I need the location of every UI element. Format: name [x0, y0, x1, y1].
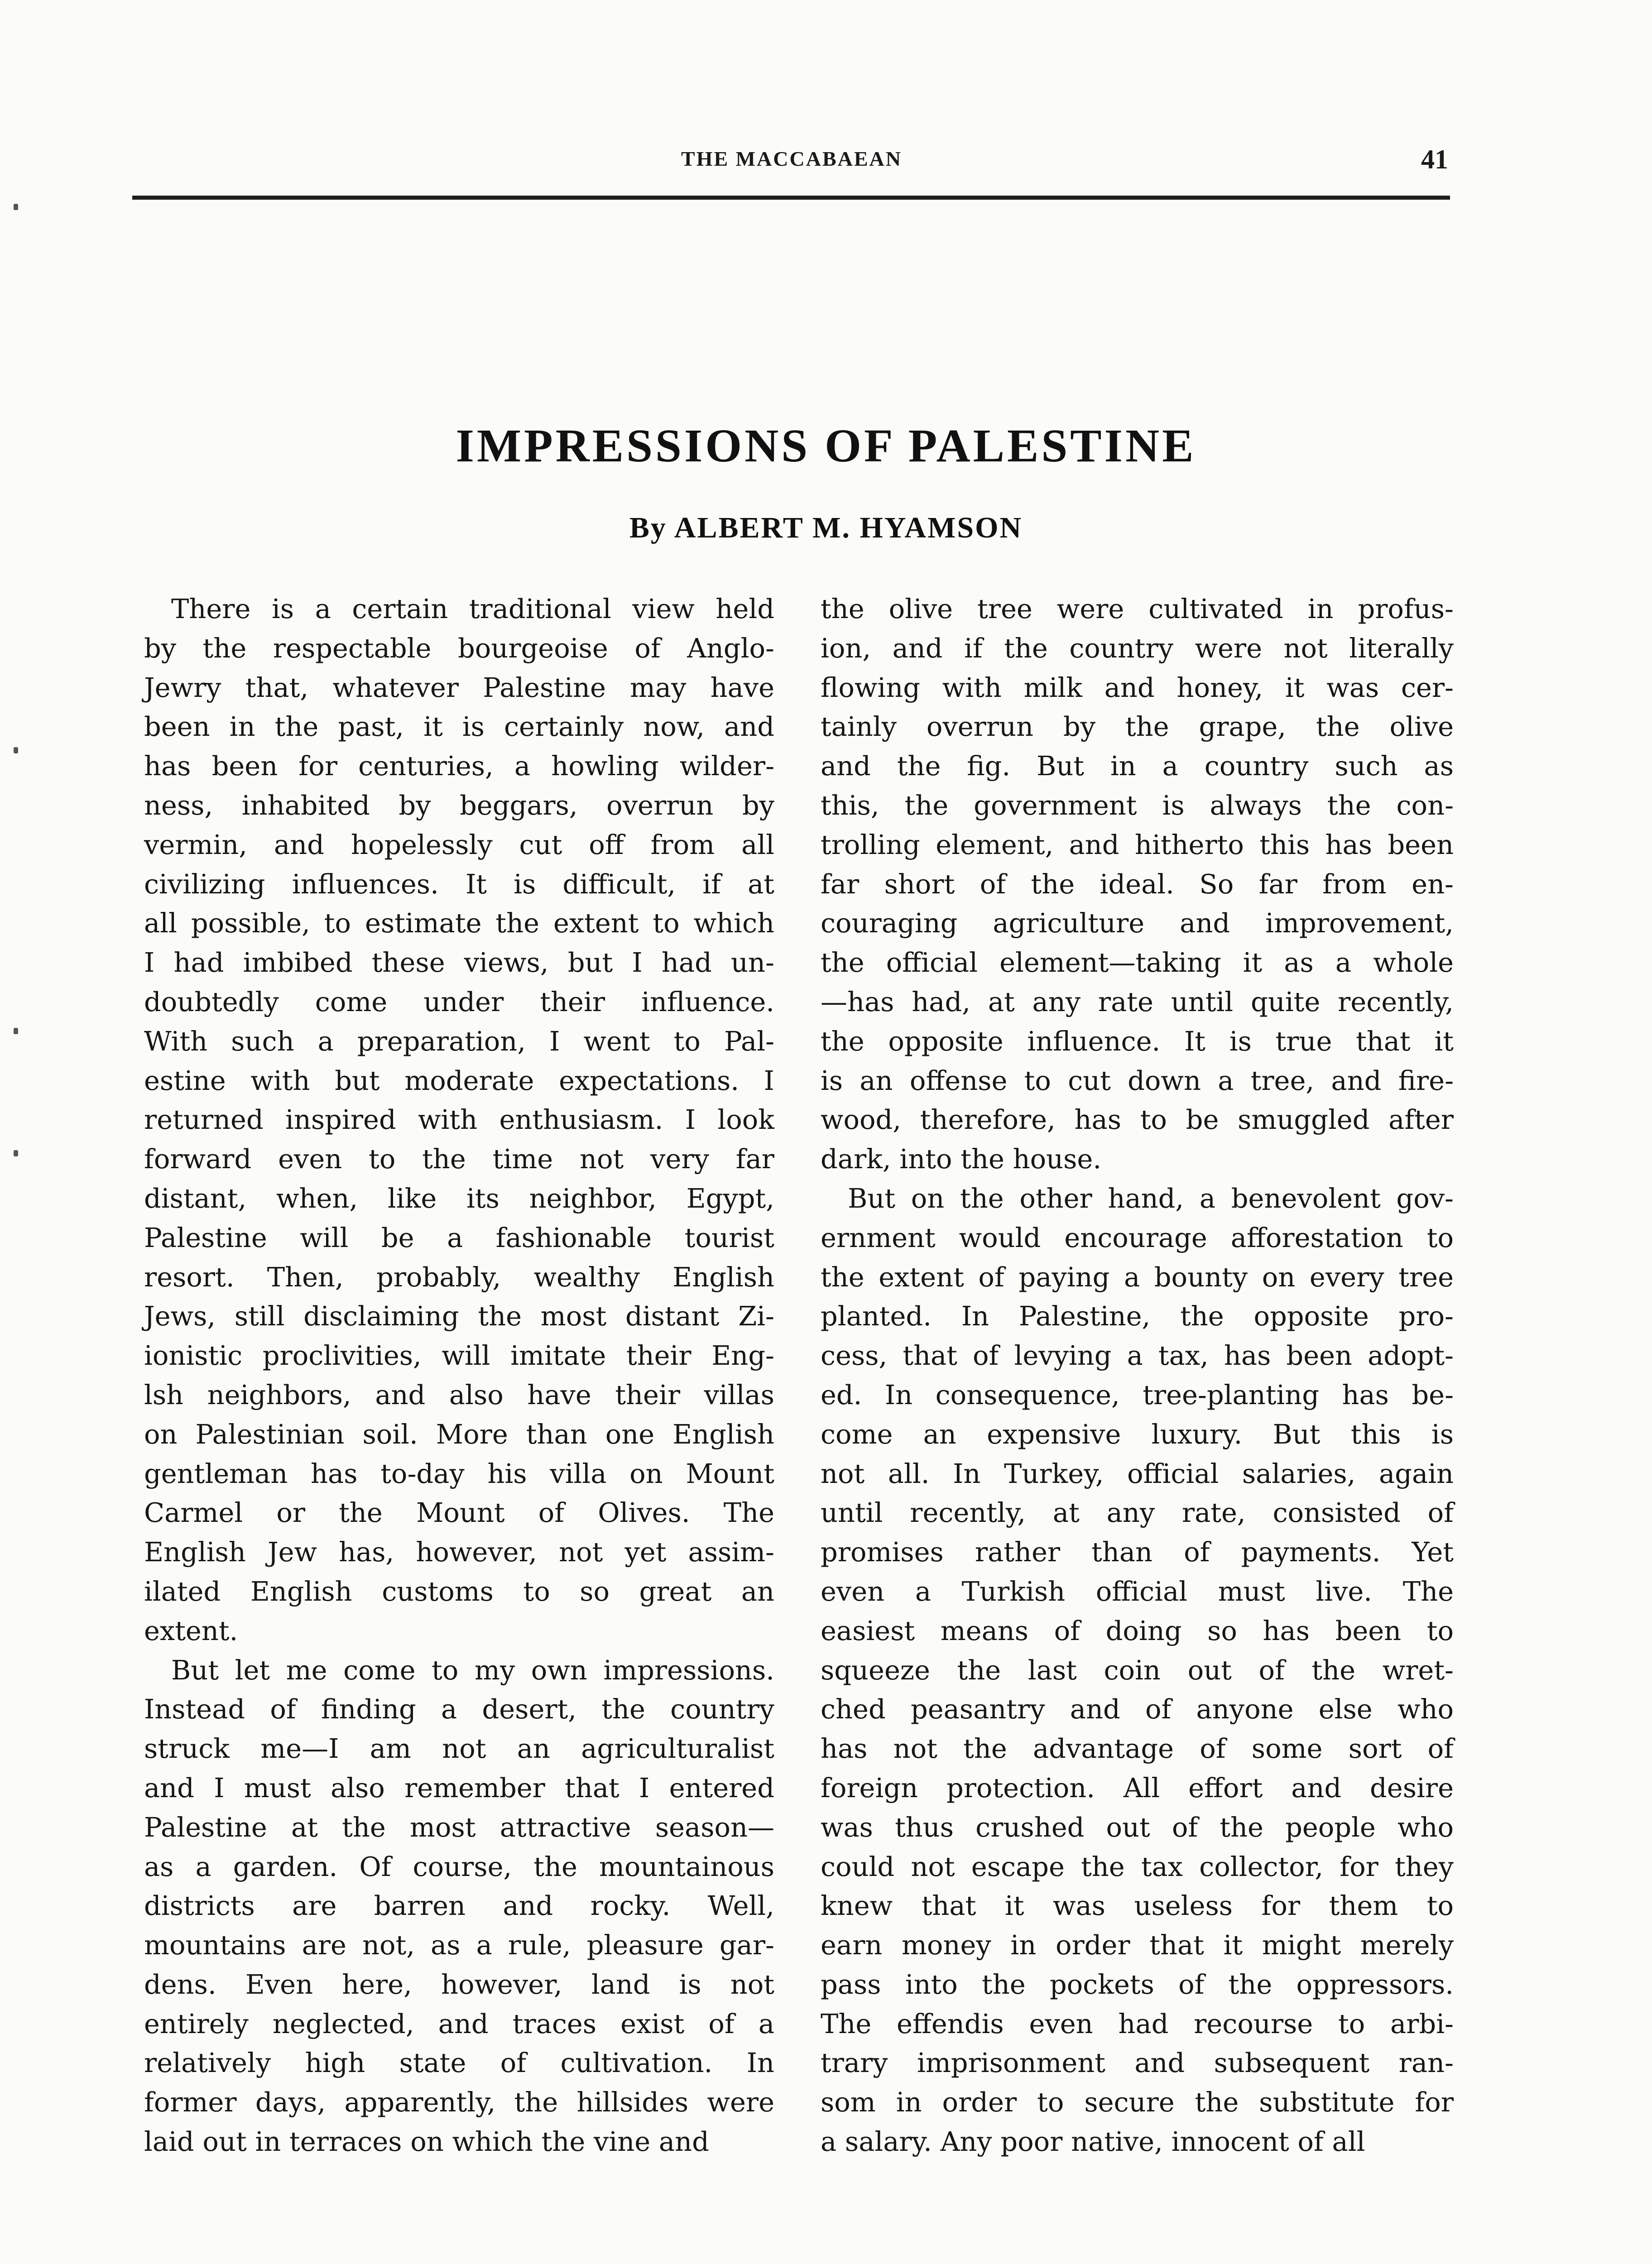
text-line: mountains are not, as a rule, pleasure gar- — [144, 1929, 774, 1961]
text-line: and the fig. But in a country such as — [821, 750, 1454, 782]
text-line: the opposite influence. It is true that it — [821, 1025, 1454, 1057]
text-line: Instead of finding a desert, the country — [144, 1693, 774, 1725]
text-line: But let me come to my own impressions. — [171, 1654, 774, 1686]
text-line: the extent of paying a bounty on every tree — [821, 1261, 1454, 1293]
text-line: easiest means of doing so has been to — [821, 1615, 1454, 1646]
text-line: lsh neighbors, and also have their villas — [144, 1379, 774, 1410]
text-line: doubtedly come under their influence. — [144, 986, 774, 1017]
margin-mark — [14, 747, 18, 753]
header-rule — [132, 196, 1450, 200]
text-line: flowing with milk and honey, it was cer- — [821, 672, 1454, 703]
text-line: foreign protection. All effort and desire — [821, 1772, 1454, 1804]
text-line: tainly overrun by the grape, the olive — [821, 711, 1454, 743]
text-line: all possible, to estimate the extent to which — [144, 907, 774, 939]
text-line: relatively high state of cultivation. In — [144, 2047, 774, 2079]
text-line: forward even to the time not very far — [144, 1143, 774, 1175]
text-line: ionistic proclivities, will imitate their Eng- — [144, 1340, 774, 1372]
text-line: knew that it was useless for them to — [821, 1890, 1454, 1922]
text-line: and I must also remember that I entered — [144, 1772, 774, 1804]
text-line: struck me—I am not an agriculturalist — [144, 1733, 774, 1765]
text-line: Palestine will be a fashionable tourist — [144, 1222, 774, 1253]
text-line: —has had, at any rate until quite recently, — [821, 986, 1454, 1017]
left-column — [144, 590, 774, 2162]
text-line: planted. In Palestine, the opposite pro- — [821, 1300, 1454, 1332]
text-line: ed. In consequence, tree-planting has be- — [821, 1379, 1454, 1410]
text-line: come an expensive luxury. But this is — [821, 1418, 1454, 1450]
journal-name: THE MACCABAEAN — [681, 147, 902, 170]
text-line: returned inspired with enthusiasm. I look — [144, 1104, 774, 1136]
text-line: extent. — [144, 1615, 238, 1646]
text-line: earn money in order that it might merely — [821, 1929, 1454, 1961]
text-line: estine with but moderate expectations. I — [144, 1065, 774, 1096]
text-line: not all. In Turkey, official salaries, again — [821, 1458, 1454, 1489]
text-line: entirely neglected, and traces exist of a — [144, 2008, 774, 2039]
text-line: Carmel or the Mount of Olives. The — [144, 1497, 774, 1529]
text-line: I had imbibed these views, but I had un- — [144, 947, 774, 979]
text-line: trolling element, and hitherto this has been — [821, 829, 1454, 860]
text-line: former days, apparently, the hillsides were — [144, 2087, 774, 2118]
text-line: far short of the ideal. So far from en- — [821, 868, 1454, 900]
text-line: English Jew has, however, not yet assim- — [144, 1536, 774, 1568]
text-line: vermin, and hopelessly cut off from all — [144, 829, 774, 860]
text-line: has been for centuries, a howling wilder- — [144, 750, 774, 782]
text-line: been in the past, it is certainly now, and — [144, 711, 774, 743]
text-line: The effendis even had recourse to arbi- — [821, 2008, 1454, 2039]
text-line: civilizing influences. It is difficult, if at — [144, 868, 774, 900]
text-line: this, the government is always the con- — [821, 789, 1454, 821]
text-line: Jews, still disclaiming the most distant Zi- — [144, 1300, 774, 1332]
text-line: ness, inhabited by beggars, overrun by — [144, 789, 774, 821]
text-line: distant, when, like its neighbor, Egypt, — [144, 1182, 774, 1214]
text-line: has not the advantage of some sort of — [821, 1733, 1454, 1765]
text-line: pass into the pockets of the oppressors. — [821, 1968, 1454, 2000]
text-line: until recently, at any rate, consisted of — [821, 1497, 1454, 1529]
running-head — [135, 144, 1448, 180]
text-line: trary imprisonment and subsequent ran- — [821, 2047, 1454, 2079]
text-line: With such a preparation, I went to Pal- — [144, 1025, 774, 1057]
text-line: even a Turkish official must live. The — [821, 1575, 1454, 1607]
text-line: cess, that of levying a tax, has been adopt- — [821, 1340, 1454, 1372]
page-number: 41 — [1421, 144, 1448, 174]
text-line: ion, and if the country were not literally — [821, 632, 1454, 664]
text-line: on Palestinian soil. More than one English — [144, 1418, 774, 1450]
text-line: the olive tree were cultivated in profus- — [821, 593, 1454, 624]
text-line: dark, into the house. — [821, 1143, 1102, 1175]
text-line: wood, therefore, has to be smuggled after — [821, 1104, 1454, 1136]
text-line: promises rather than of payments. Yet — [821, 1536, 1454, 1568]
text-line: was thus crushed out of the people who — [821, 1811, 1454, 1843]
text-line: as a garden. Of course, the mountainous — [144, 1851, 774, 1882]
article-title: IMPRESSIONS OF PALESTINE — [456, 420, 1196, 472]
text-line: ilated English customs to so great an — [144, 1575, 774, 1607]
margin-mark — [14, 1150, 18, 1156]
article-byline: By ALBERT M. HYAMSON — [629, 511, 1023, 544]
text-line: dens. Even here, however, land is not — [144, 1968, 774, 2000]
text-line: resort. Then, probably, wealthy English — [144, 1261, 774, 1293]
text-line: laid out in terraces on which the vine and — [144, 2126, 709, 2158]
text-line: ernment would encourage afforestation to — [821, 1222, 1454, 1253]
text-line: Palestine at the most attractive season— — [144, 1811, 774, 1843]
text-line: But on the other hand, a benevolent gov- — [848, 1182, 1454, 1214]
margin-mark — [14, 204, 18, 210]
margin-mark — [14, 1028, 18, 1034]
text-line: districts are barren and rocky. Well, — [144, 1890, 774, 1922]
text-line: a salary. Any poor native, innocent of all — [821, 2126, 1365, 2158]
text-line: ched peasantry and of anyone else who — [821, 1693, 1454, 1725]
text-line: by the respectable bourgeoise of Anglo- — [144, 632, 774, 664]
text-line: is an offense to cut down a tree, and fire- — [821, 1065, 1454, 1096]
text-line: could not escape the tax collector, for they — [821, 1851, 1454, 1882]
text-line: squeeze the last coin out of the wret- — [821, 1654, 1454, 1686]
right-column — [821, 590, 1454, 2162]
text-line: There is a certain traditional view held — [171, 593, 774, 624]
text-line: gentleman has to-day his villa on Mount — [144, 1458, 774, 1489]
text-line: som in order to secure the substitute for — [821, 2087, 1454, 2118]
text-line: Jewry that, whatever Palestine may have — [144, 672, 774, 703]
text-line: couraging agriculture and improvement, — [821, 907, 1454, 939]
text-line: the official element—taking it as a whole — [821, 947, 1454, 979]
